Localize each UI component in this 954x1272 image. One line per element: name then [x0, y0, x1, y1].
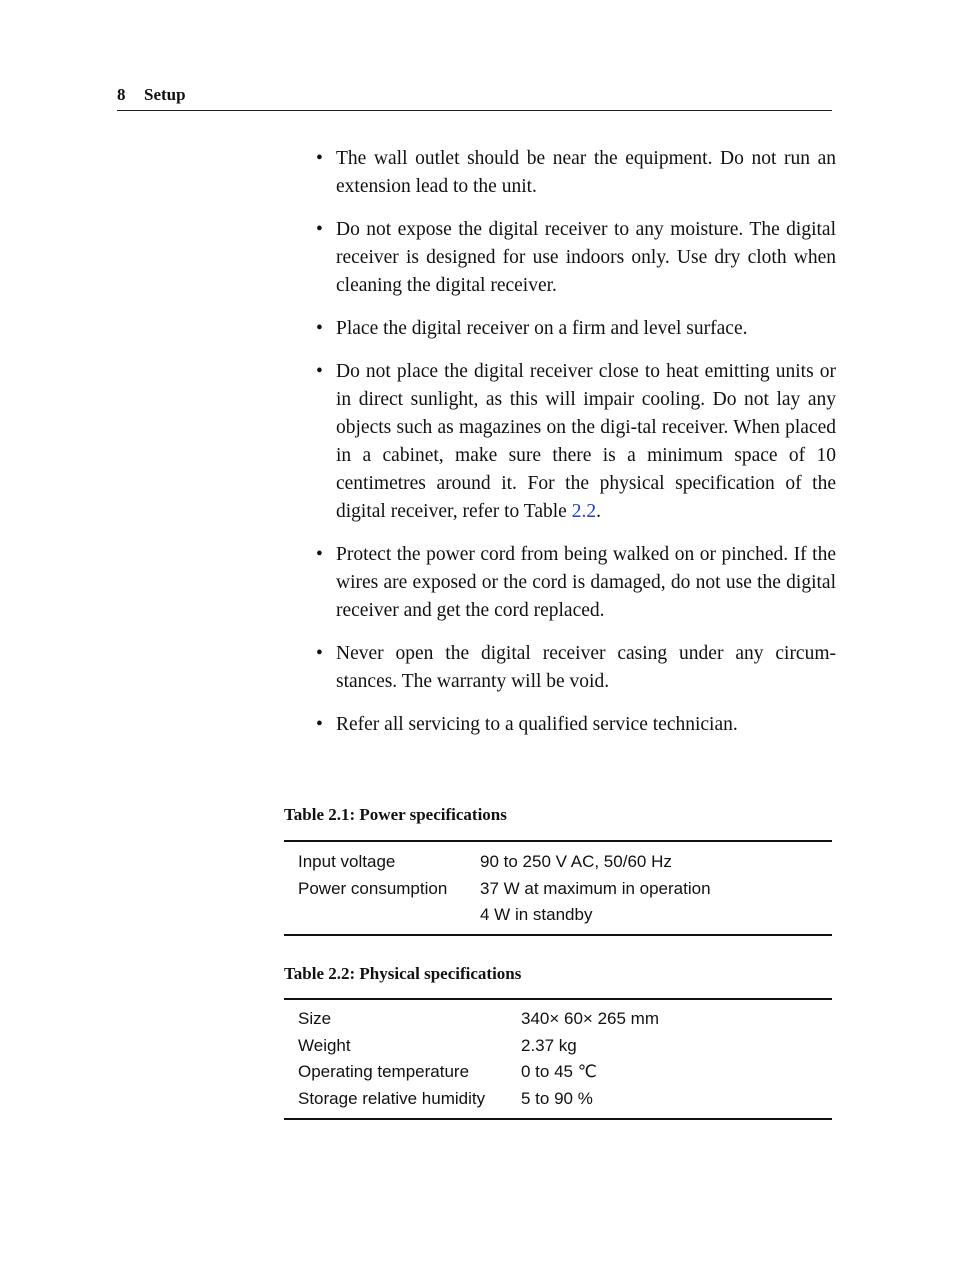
table-caption: Table 2.2: Physical specifications	[284, 964, 522, 983]
running-header	[117, 85, 832, 111]
list-item: • The wall outlet should be near the equipment. Do not run an extension lead to the unit.	[316, 148, 836, 197]
section-title: Setup	[144, 85, 186, 104]
table-row: Size 340× 60× 265 mm	[298, 1009, 659, 1029]
physical-specifications-table	[284, 998, 832, 1120]
power-specifications-table	[284, 840, 832, 936]
table-row: Weight 2.37 kg	[298, 1035, 577, 1055]
table-row: Storage relative humidity 5 to 90 %	[298, 1088, 593, 1108]
list-item: • Never open the digital receiver casing under any circum-stances. The warranty will be void.	[316, 643, 836, 692]
table-row: 4 W in standby	[480, 905, 593, 925]
table-row: Operating temperature 0 to 45 ℃	[298, 1062, 597, 1082]
list-item: • Do not expose the digital receiver to any moisture. The digital receiver is designed for use indoors only. Use dry cloth when cleaning the digital receiver.	[316, 219, 836, 296]
table-caption: Table 2.1: Power specifications	[284, 805, 507, 824]
page-number: 8	[117, 85, 126, 104]
list-item: • Do not place the digital receiver close to heat emitting units or in direct sunlight, as this will impair cooling. Do not lay any objects such as magazines on the digi-tal receiver. When placed in a cabinet, make sure there is a minimum space of 10 centimetres around it. For the physical specification of the digital receiver, refer to Table 2.2.	[316, 361, 836, 522]
table-row: Power consumption 37 W at maximum in operation	[298, 878, 711, 898]
table-row: Input voltage 90 to 250 V AC, 50/60 Hz	[298, 852, 672, 872]
table-reference-link[interactable]: 2.2	[571, 501, 597, 522]
list-item: • Protect the power cord from being walked on or pinched. If the wires are exposed or the cord is damaged, do not use the digital receiver and get the cord replaced.	[316, 544, 836, 621]
list-item: • Refer all servicing to a qualified service technician.	[316, 714, 738, 735]
list-item: • Place the digital receiver on a firm and level surface.	[316, 318, 748, 339]
safety-bullet-list	[316, 145, 836, 754]
